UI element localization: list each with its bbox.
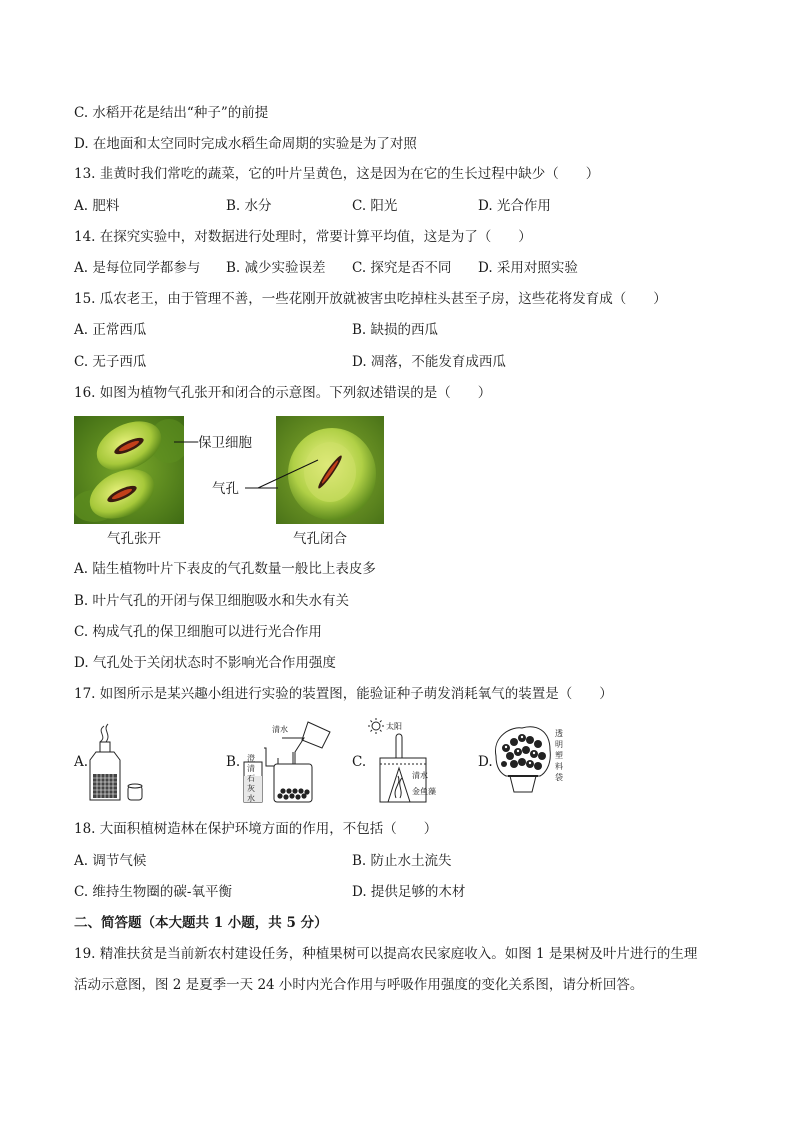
- q13-option-a: A. 肥料: [74, 198, 120, 214]
- q16-option-b: B. 叶片气孔的开闭与保卫细胞吸水和失水有关: [74, 593, 350, 609]
- stoma-closed-caption: 气孔闭合: [293, 531, 347, 547]
- q13-option-b: B. 水分: [226, 198, 272, 214]
- q12-option-d: D. 在地面和太空同时完成水稻生命周期的实验是为了对照: [74, 136, 417, 152]
- q14-stem: 14. 在探究实验中，对数据进行处理时，常要计算平均值，这是为了（ ）: [74, 229, 532, 245]
- apparatus-c-image: [368, 718, 446, 806]
- b-water-label: 清水: [272, 725, 288, 734]
- q17-stem: 17. 如图所示是某兴趣小组进行实验的装置图，能验证种子萌发消耗氧气的装置是（ ）: [74, 686, 613, 702]
- c-water-label: 清水: [412, 771, 428, 780]
- q13-option-d: D. 光合作用: [478, 198, 551, 214]
- q19-line-1: 19. 精准扶贫是当前新农村建设任务，种植果树可以提高农民家庭收入。如图 1 是果树及叶片进行的生理: [74, 946, 698, 962]
- q16-option-a: A. 陆生植物叶片下表皮的气孔数量一般比上表皮多: [74, 561, 376, 577]
- apparatus-d-image: [492, 726, 582, 794]
- q15-option-c: C. 无子西瓜: [74, 354, 147, 370]
- q17-option-a: A.: [74, 754, 89, 770]
- q15-option-b: B. 缺损的西瓜: [352, 322, 439, 338]
- q17-option-d: D.: [478, 754, 493, 770]
- b-limewater-label: 澄 清 石 灰 水: [247, 754, 255, 803]
- c-plant-label: 金鱼藻: [412, 787, 436, 796]
- q16-stem: 16. 如图为植物气孔张开和闭合的示意图。下列叙述错误的是（ ）: [74, 385, 492, 401]
- q14-option-c: C. 探究是否不同: [352, 260, 452, 276]
- apparatus-a-image: [86, 720, 146, 805]
- q16-option-c: C. 构成气孔的保卫细胞可以进行光合作用: [74, 624, 322, 640]
- c-sun-label: 太阳: [386, 722, 402, 731]
- d-bag-label: 透 明 塑 料 袋: [555, 729, 563, 782]
- q16-option-d: D. 气孔处于关闭状态时不影响光合作用强度: [74, 655, 336, 671]
- q15-option-a: A. 正常西瓜: [74, 322, 147, 338]
- stoma-open-caption: 气孔张开: [107, 531, 161, 547]
- q17-option-c: C.: [352, 754, 367, 770]
- q14-option-d: D. 采用对照实验: [478, 260, 578, 276]
- guard-cell-label: 保卫细胞: [198, 435, 252, 451]
- q14-option-a: A. 是每位同学都参与: [74, 260, 201, 276]
- q18-option-b: B. 防止水土流失: [352, 853, 452, 869]
- q15-option-d: D. 凋落，不能发育成西瓜: [352, 354, 506, 370]
- q13-stem: 13. 韭黄时我们常吃的蔬菜，它的叶片呈黄色，这是因为在它的生长过程中缺少（ ）: [74, 166, 600, 182]
- q18-option-a: A. 调节气候: [74, 853, 147, 869]
- q19-line-2: 活动示意图，图 2 是夏季一天 24 小时内光合作用与呼吸作用强度的变化关系图，请分析回答。: [74, 977, 644, 993]
- q18-option-d: D. 提供足够的木材: [352, 884, 466, 900]
- stoma-label: 气孔: [212, 481, 239, 497]
- q13-option-c: C. 阳光: [352, 198, 398, 214]
- q15-stem: 15. 瓜农老王，由于管理不善，一些花刚开放就被害虫吃掉柱头甚至子房，这些花将发育成（ ）: [74, 291, 667, 307]
- q17-option-b: B.: [226, 754, 241, 770]
- q12-option-c: C. 水稻开花是结出“种子”的前提: [74, 105, 269, 121]
- sun-icon: [368, 718, 384, 734]
- q14-option-b: B. 减少实验误差: [226, 260, 326, 276]
- section-title: 二、简答题（本大题共 1 小题，共 5 分）: [74, 915, 328, 931]
- q18-option-c: C. 维持生物圈的碳-氧平衡: [74, 884, 232, 900]
- q18-stem: 18. 大面积植树造林在保护环境方面的作用，不包括（ ）: [74, 821, 438, 837]
